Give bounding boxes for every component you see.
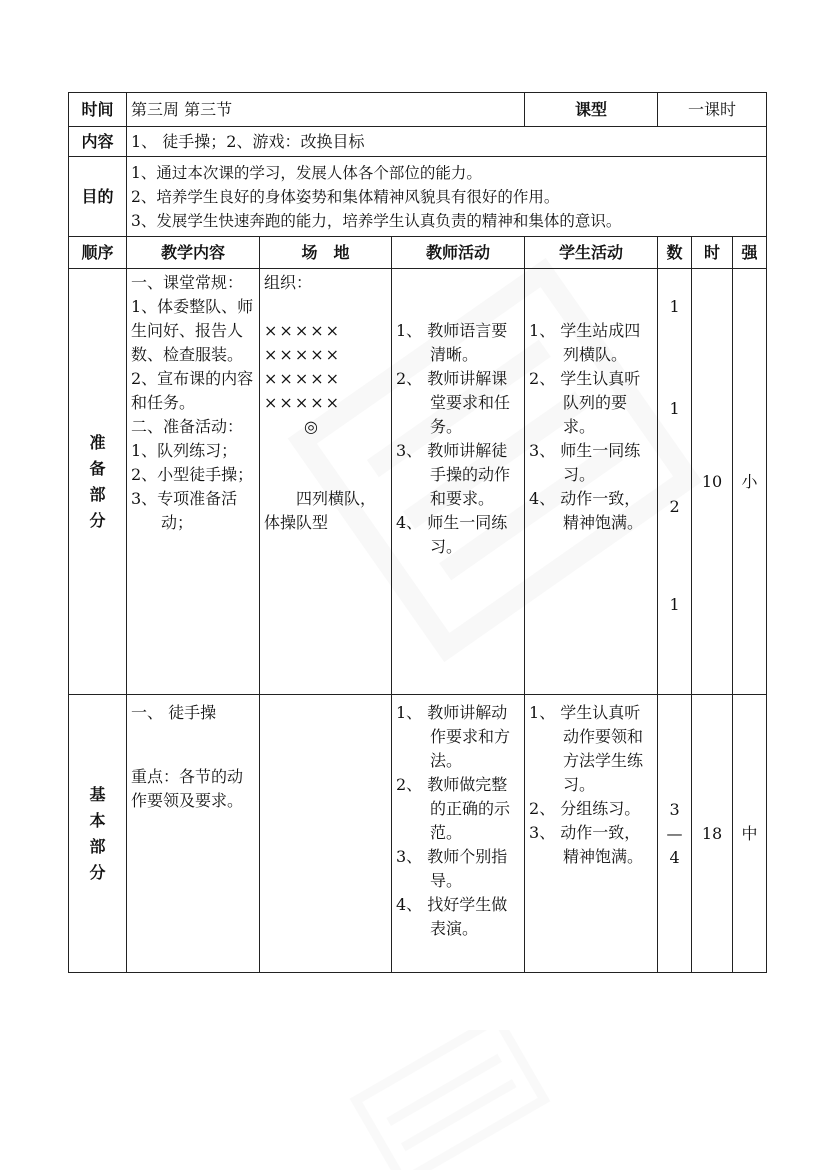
section-label-char: 分 bbox=[89, 862, 106, 882]
prep-teacher bbox=[392, 269, 525, 695]
goal-list bbox=[127, 157, 767, 237]
time-value: 第三周 第三节 bbox=[127, 93, 525, 127]
prep-student bbox=[525, 269, 658, 695]
prep-intensity: 小 bbox=[733, 269, 767, 695]
basic-content bbox=[127, 695, 260, 973]
venue-org-label: 组织： bbox=[264, 273, 313, 292]
content-line: 一、课堂常规： bbox=[131, 273, 244, 292]
goal-item: 2、培养学生良好的身体姿势和集体精神风貌具有很好的作用。 bbox=[131, 187, 560, 206]
basic-section-row bbox=[69, 695, 767, 973]
formation-row: ××××× bbox=[264, 345, 342, 364]
column-header-student: 学生活动 bbox=[525, 237, 658, 269]
lesson-type-value: 一课时 bbox=[658, 93, 767, 127]
student-activity: 2、 分组练习。 bbox=[529, 799, 641, 818]
content-key-point: 重点：各节的动作要领及要求。 bbox=[131, 767, 244, 810]
section-label-char: 分 bbox=[89, 510, 106, 530]
basic-time: 18 bbox=[692, 695, 733, 973]
watermark-stamp-icon-bottom bbox=[330, 1030, 570, 1170]
count-value: 1 bbox=[669, 595, 680, 614]
goal-item: 1、通过本次课的学习，发展人体各个部位的能力。 bbox=[131, 163, 482, 182]
section-label-char: 备 bbox=[89, 458, 106, 478]
basic-student bbox=[525, 695, 658, 973]
teacher-activity: 3、 教师讲解徒手操的动作和要求。 bbox=[396, 441, 511, 508]
teacher-activity: 4、 找好学生做表演。 bbox=[396, 895, 508, 938]
basic-section-label bbox=[69, 695, 127, 973]
goal-row bbox=[69, 157, 767, 237]
teacher-activity: 4、 师生一同练习。 bbox=[396, 513, 508, 556]
section-label-char: 本 bbox=[89, 810, 106, 830]
basic-venue bbox=[260, 695, 392, 973]
teacher-activity: 1、 教师语言要清晰。 bbox=[396, 321, 508, 364]
basic-intensity: 中 bbox=[733, 695, 767, 973]
student-activity: 3、 师生一同练习。 bbox=[529, 441, 641, 484]
time-label: 时间 bbox=[69, 93, 127, 127]
venue-caption: 四列横队，体操队型 bbox=[264, 489, 377, 532]
teacher-activity: 2、 教师做完整的正确的示范。 bbox=[396, 775, 511, 842]
count-value: 1 bbox=[669, 297, 680, 316]
content-value: 1、 徒手操；2、游戏：改换目标 bbox=[127, 127, 767, 157]
column-header-row bbox=[69, 237, 767, 269]
student-activity: 4、 动作一致，精神饱满。 bbox=[529, 489, 644, 532]
content-label: 内容 bbox=[69, 127, 127, 157]
lesson-plan-table bbox=[68, 92, 767, 973]
teacher-activity: 2、 教师讲解课堂要求和任务。 bbox=[396, 369, 511, 436]
goal-item: 3、发展学生快速奔跑的能力，培养学生认真负责的精神和集体的意识。 bbox=[131, 211, 622, 230]
basic-teacher bbox=[392, 695, 525, 973]
prep-counts bbox=[658, 269, 692, 695]
count-value: — bbox=[666, 823, 683, 843]
count-value: 4 bbox=[669, 847, 680, 867]
prep-time: 10 bbox=[692, 269, 733, 695]
count-value: 3 bbox=[669, 799, 680, 819]
column-header-order: 顺序 bbox=[69, 237, 127, 269]
count-value: 2 bbox=[669, 497, 680, 516]
prep-content bbox=[127, 269, 260, 695]
teacher-position-mark: ◎ bbox=[304, 417, 318, 436]
count-value: 1 bbox=[669, 399, 680, 418]
content-line: 二、准备活动： bbox=[131, 417, 244, 436]
student-activity: 3、 动作一致，精神饱满。 bbox=[529, 823, 644, 866]
prep-venue bbox=[260, 269, 392, 695]
section-label-char: 部 bbox=[89, 484, 106, 504]
column-header-content: 教学内容 bbox=[127, 237, 260, 269]
content-line: 1、队列练习； bbox=[131, 441, 238, 460]
prep-section-row bbox=[69, 269, 767, 695]
content-line: 3、专项准备活动； bbox=[131, 489, 238, 532]
teacher-activity: 3、 教师个别指导。 bbox=[396, 847, 508, 890]
formation-row: ××××× bbox=[264, 393, 342, 412]
content-line: 2、小型徒手操； bbox=[131, 465, 254, 484]
column-header-intensity: 强 bbox=[733, 237, 767, 269]
section-label-char: 准 bbox=[89, 432, 106, 452]
student-activity: 2、 学生认真听队列的要求。 bbox=[529, 369, 641, 436]
goal-label: 目的 bbox=[69, 157, 127, 237]
column-header-teacher: 教师活动 bbox=[392, 237, 525, 269]
basic-counts bbox=[658, 695, 692, 973]
teacher-activity: 1、 教师讲解动作要求和方法。 bbox=[396, 703, 511, 770]
content-row bbox=[69, 127, 767, 157]
formation-row: ××××× bbox=[264, 321, 342, 340]
formation-row: ××××× bbox=[264, 369, 342, 388]
content-line: 1、体委整队、师生问好、报告人数、检查服装。 bbox=[131, 297, 254, 364]
content-line: 2、宣布课的内容和任务。 bbox=[131, 369, 254, 412]
time-row bbox=[69, 93, 767, 127]
student-activity: 1、 学生站成四列横队。 bbox=[529, 321, 641, 364]
prep-section-label bbox=[69, 269, 127, 695]
section-label-char: 部 bbox=[89, 836, 106, 856]
column-header-count: 数 bbox=[658, 237, 692, 269]
section-label-char: 基 bbox=[89, 784, 106, 804]
lesson-type-label: 课型 bbox=[525, 93, 658, 127]
student-activity: 1、 学生认真听动作要领和方法学生练习。 bbox=[529, 703, 644, 794]
column-header-venue: 场 地 bbox=[260, 237, 392, 269]
content-title: 一、 徒手操 bbox=[131, 703, 217, 722]
column-header-time: 时 bbox=[692, 237, 733, 269]
